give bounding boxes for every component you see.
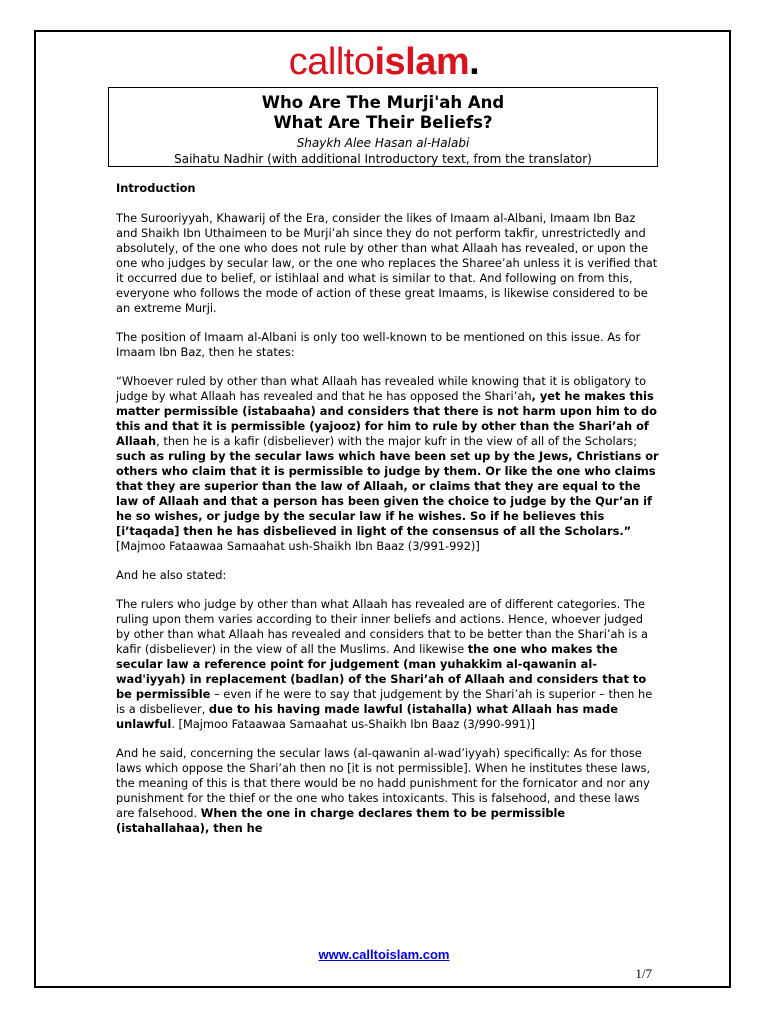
text-run: , yet he makes this matter permissible (istabaaha) and considers that there is not harm upon him to do this and that it is permissible (yajooz) for him to rule by other than the Shari’ah of Allaah: [116, 389, 657, 448]
text-run: , then he is a kafir (disbeliever) with the major kufr in the view of all of the Scholars;: [156, 434, 638, 448]
text-run: – even if he were to say that judgement by the Shari’ah is superior – then he is a disbeliever,: [116, 687, 653, 716]
document-body: [116, 181, 660, 850]
text-run: such as ruling by the secular laws which have been set up by the Jews, Christians or others who claim that it is permissible to judge by them. Or like the one who claims that they are superior than the law of Allaah, or claims that they are equal to the law of Allaah and that a person has been given the choice to judge by the Qur’an if he so wishes, or judge by the secular law if he wishes. So if he believes this [i’taqada] then he has disbelieved in light of the consensus of all the Scholars.”: [116, 449, 659, 538]
page-number: 1/7: [635, 966, 652, 981]
text-run: due to his having made lawful (istahalla) what Allaah has made unlawful: [116, 702, 618, 731]
text-run: . [Majmoo Fataawaa Samaahat us-Shaikh Ibn Baaz (3/990-991)]: [171, 717, 536, 731]
text-run: The rulers who judge by other than what Allaah has revealed are of different categories. The ruling upon them varies according to their inner beliefs and actions. Hence, whoever judged by other than what Allaah has revealed and considers that to be better than the Shari’ah is a kafir (disbeliever) in the view of all the Muslims. And likewise: [116, 597, 649, 656]
paragraph-1: The Surooriyyah, Khawarij of the Era, consider the likes of Imaam al-Albani, Imaam Ibn Baz and Shaikh Ibn Uthaimeen to be Murji’ah since they do not perform takfir, unrestrictedly and absolutely, of the one who does not rule by other than what Allaah has revealed, or upon the one who judges by secular law, or the one who replaces the Sharee’ah unless it is verified that it occurred due to belief, or istihlaal and what is similar to that. And following on from this, everyone who follows the mode of action of these great Imaams, is likewise considered to be an extreme Murji.: [116, 211, 658, 315]
text-run: the one who makes the secular law a reference point for judgement (man yuhakkim al-qawanin al-wad'iyyah) in replacement (badlan) of the Shari’ah of Allaah and considers that to be permissible: [116, 642, 647, 701]
section-heading: Introduction: [116, 181, 196, 195]
title-box: [108, 87, 658, 167]
title-line-1: Who Are The Murji'ah And: [261, 93, 505, 112]
logo-part1: callto: [288, 41, 375, 83]
text-run: And he said, concerning the secular laws (al-qawanin al-wad’iyyah) specifically: As for those laws which oppose the Shari’ah then no [it is not permissible]. When he institutes these laws, the meaning of this is that there would be no hadd punishment for the fornicator and nor any punishment for the thief or the one who takes intoxicants. This is falsehood, and these laws are falsehood.: [116, 746, 651, 820]
calltoislam-logo: [0, 40, 768, 84]
paragraph-6: [116, 746, 660, 836]
text-run: “Whoever ruled by other than what Allaah has revealed while knowing that it is obligatory to judge by what Allaah has revealed and that he has opposed the Shari’ah: [116, 374, 647, 403]
website-link[interactable]: www.calltoislam.com: [318, 947, 450, 962]
paragraph-2: The position of Imaam al-Albani is only too well-known to be mentioned on this issue. As for Imaam Ibn Baz, then he states:: [116, 330, 641, 359]
author-name: Shaykh Alee Hasan al-Halabi: [296, 136, 470, 150]
paragraph-4: And he also stated:: [116, 568, 227, 582]
paragraph-5: [116, 597, 660, 732]
logo-part2: islam: [374, 41, 470, 83]
logo-dot: .: [469, 41, 480, 83]
translator-line: Saihatu Nadhir (with additional Introductory text, from the translator): [174, 152, 592, 166]
text-run: When the one in charge declares them to be permissible (istahallahaa), then he: [116, 806, 566, 835]
title-line-2: What Are Their Beliefs?: [273, 113, 493, 132]
text-run: [Majmoo Fataawaa Samaahat ush-Shaikh Ibn Baaz (3/991-992)]: [116, 539, 480, 553]
paragraph-3: [116, 374, 660, 554]
